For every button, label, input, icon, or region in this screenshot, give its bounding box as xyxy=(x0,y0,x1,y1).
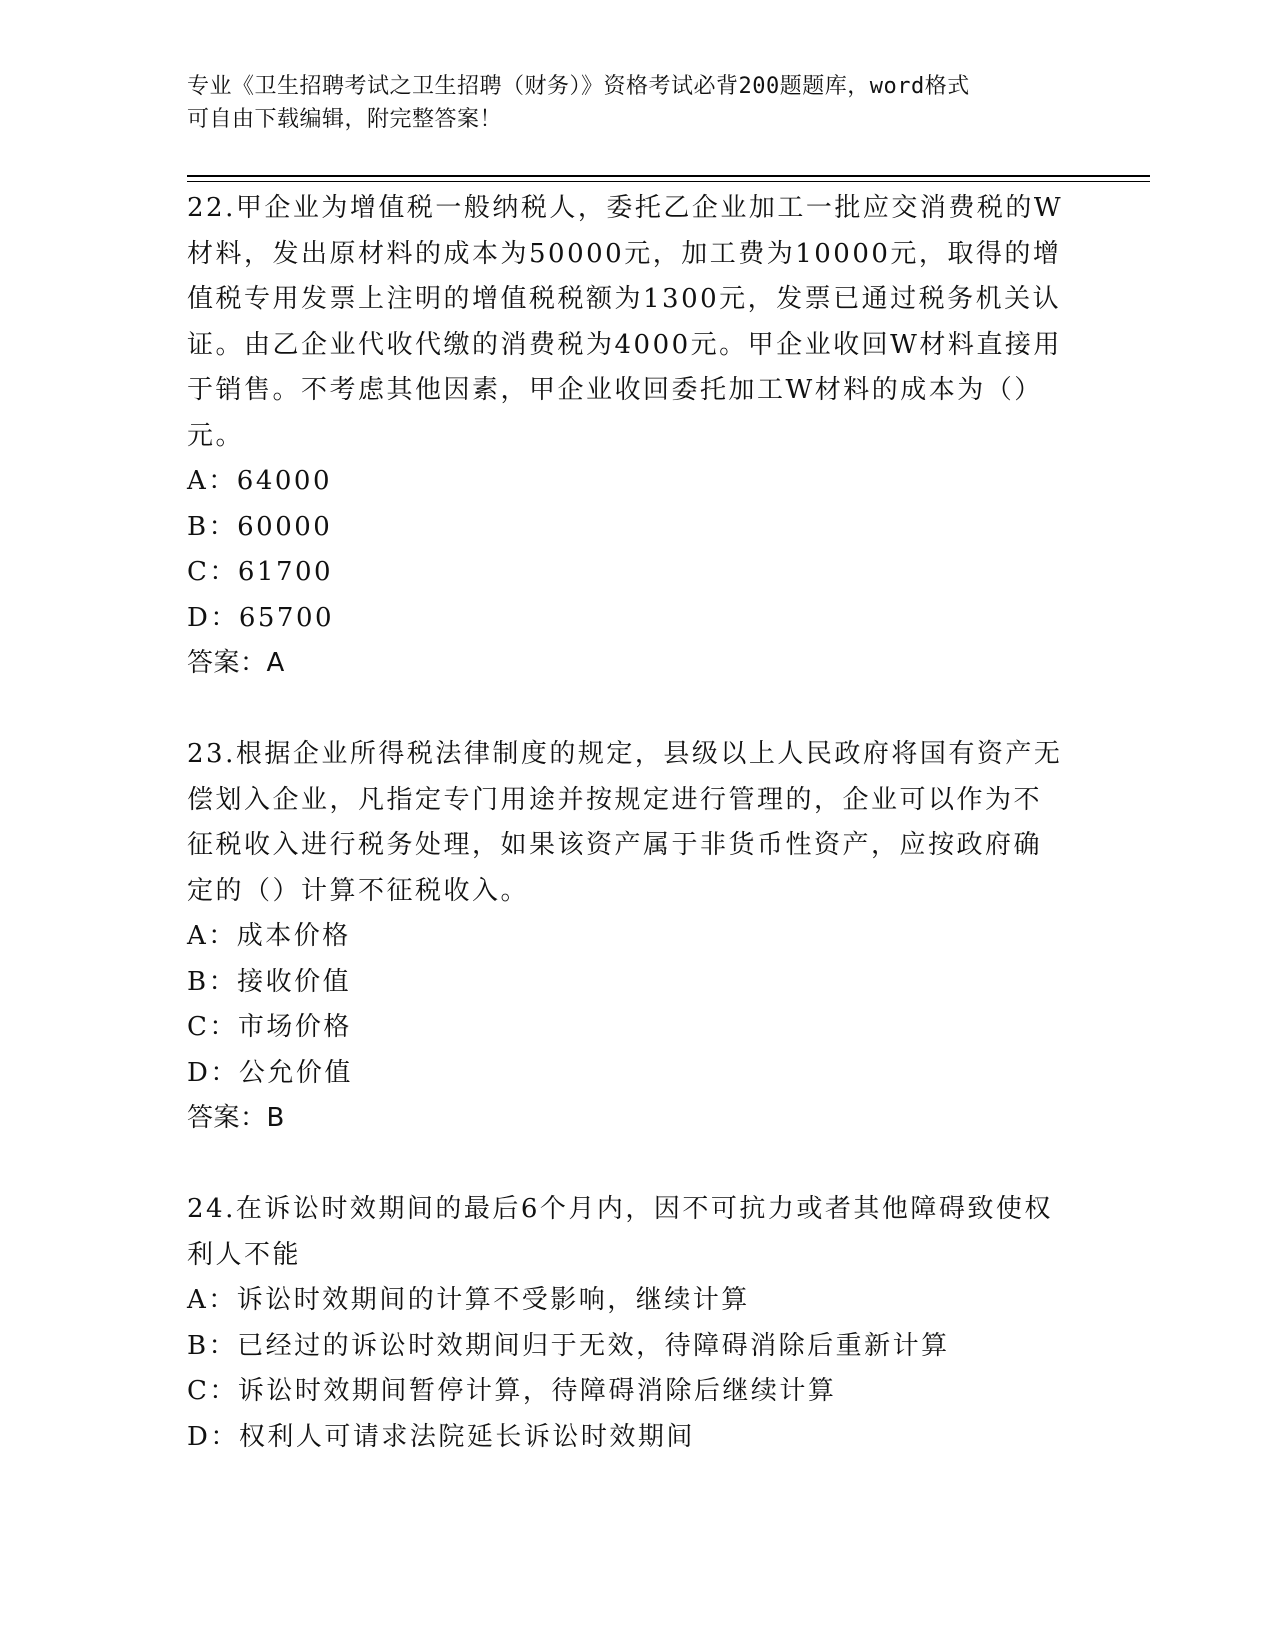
option-c: C：61700 xyxy=(187,557,334,587)
document-header xyxy=(187,70,1067,136)
header-divider-thin xyxy=(187,181,1150,182)
answer-label: 答案：B xyxy=(187,1103,285,1133)
question-text-line: 定的（）计算不征税收入。 xyxy=(187,875,530,906)
question-text-line: 证。由乙企业代收代缴的消费税为4000元。甲企业收回W材料直接用 xyxy=(187,329,1062,360)
option-a: A：成本价格 xyxy=(187,921,351,951)
option-b: B：接收价值 xyxy=(187,966,352,997)
question-text-line: 元。 xyxy=(187,420,245,451)
header-line: 可自由下载编辑，附完整答案！ xyxy=(187,107,503,132)
option-c: C：市场价格 xyxy=(187,1012,352,1042)
question-text-line: 利人不能 xyxy=(187,1239,302,1270)
question-text-line: 24.在诉讼时效期间的最后6个月内，因不可抗力或者其他障碍致使权 xyxy=(187,1194,1053,1224)
question-text-line: 22.甲企业为增值税一般纳税人，委托乙企业加工一批应交消费税的W xyxy=(187,193,1064,223)
question-spacer xyxy=(187,687,1087,733)
question-24 xyxy=(187,1187,1087,1460)
document-body xyxy=(187,186,1087,1460)
option-a: A：诉讼时效期间的计算不受影响，继续计算 xyxy=(187,1285,750,1315)
question-spacer xyxy=(187,1142,1087,1188)
question-text-line: 材料，发出原材料的成本为50000元，加工费为10000元，取得的增 xyxy=(187,238,1062,269)
header-divider-thick xyxy=(187,175,1150,177)
question-text-line: 值税专用发票上注明的增值税税额为1300元，发票已通过税务机关认 xyxy=(187,284,1062,314)
option-b: B：已经过的诉讼时效期间归于无效，待障碍消除后重新计算 xyxy=(187,1330,950,1361)
option-d: D：权利人可请求法院延长诉讼时效期间 xyxy=(187,1421,695,1452)
question-23 xyxy=(187,732,1087,1142)
option-d: D：公允价值 xyxy=(187,1057,353,1088)
question-22 xyxy=(187,186,1087,687)
question-text-line: 偿划入企业，凡指定专门用途并按规定进行管理的，企业可以作为不 xyxy=(187,784,1043,815)
question-text-line: 于销售。不考虑其他因素，甲企业收回委托加工W材料的成本为（） xyxy=(187,375,1043,405)
option-d: D：65700 xyxy=(187,602,335,633)
answer-label: 答案：A xyxy=(187,648,285,678)
header-line: 专业《卫生招聘考试之卫生招聘（财务）》资格考试必背200题题库，word格式 xyxy=(187,74,970,99)
question-text-line: 23.根据企业所得税法律制度的规定，县级以上人民政府将国有资产无 xyxy=(187,739,1063,769)
question-text-line: 征税收入进行税务处理，如果该资产属于非货币性资产，应按政府确 xyxy=(187,830,1043,860)
option-a: A：64000 xyxy=(187,466,332,496)
option-c: C：诉讼时效期间暂停计算，待障碍消除后继续计算 xyxy=(187,1376,837,1406)
option-b: B：60000 xyxy=(187,511,333,542)
